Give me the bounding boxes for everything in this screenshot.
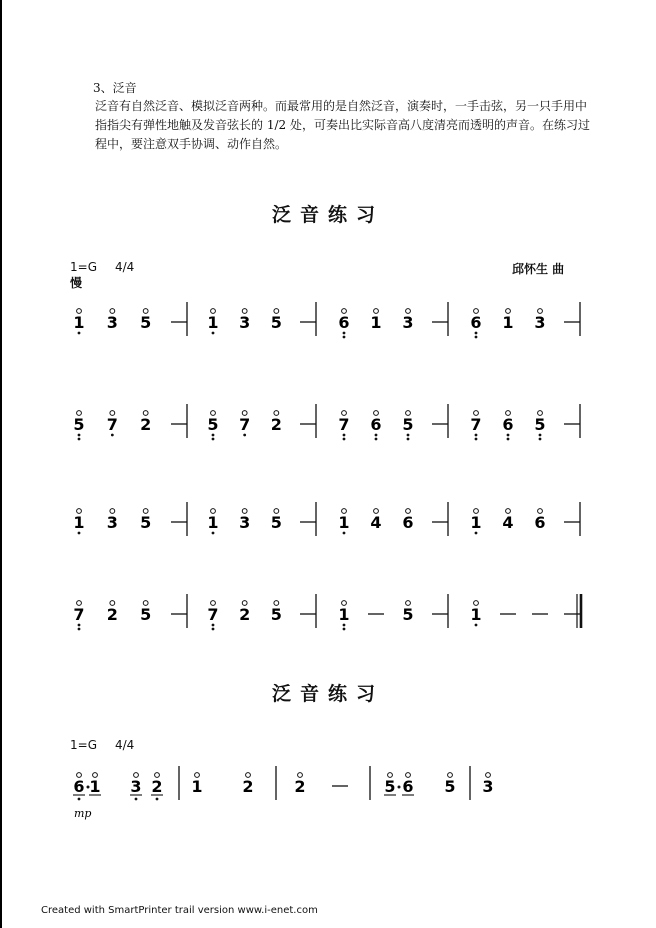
note-digit: 5: [140, 605, 152, 624]
note-digit: 6: [370, 415, 382, 434]
octave-dot-low: [212, 434, 215, 437]
octave-dot-low: [407, 434, 410, 437]
exercise-1-tempo: 慢: [70, 276, 83, 290]
note-digit: 3: [106, 313, 118, 332]
note-digit: 1: [73, 513, 85, 532]
paragraph-line-2: 指指尖有弹性地触及发音弦长的 1/2 处，可奏出比实际音高八度清亮而透明的声音。在练习过: [95, 118, 590, 132]
octave-dot-low: [156, 798, 159, 801]
note-digit: 3: [130, 777, 142, 796]
note-digit: 6: [338, 313, 350, 332]
exercise-1-score: [0, 290, 656, 650]
note-digit: 3: [239, 313, 251, 332]
note-digit: 6: [534, 513, 546, 532]
exercise-1-key: 1=G: [70, 260, 97, 274]
note-digit: 4: [502, 513, 514, 532]
exercise-2-key: 1=G: [70, 738, 97, 752]
note-digit: 2: [106, 605, 118, 624]
exercise-1-title: 泛音练习: [271, 204, 384, 226]
note-digit: 5: [140, 513, 152, 532]
octave-dot-low: [78, 532, 81, 535]
note-digit: 1: [502, 313, 514, 332]
section-paragraph: [93, 97, 593, 154]
octave-dot-lower: [78, 438, 81, 441]
octave-dot-lower: [212, 438, 215, 441]
octave-dot-low: [343, 332, 346, 335]
note-digit: 5: [402, 605, 414, 624]
octave-dot-low: [475, 624, 478, 627]
octave-dot-low: [343, 434, 346, 437]
octave-dot-low: [78, 434, 81, 437]
note-digit: 3: [482, 777, 494, 796]
octave-dot-lower: [539, 438, 542, 441]
octave-dot-lower: [407, 438, 410, 441]
octave-dot-low: [212, 624, 215, 627]
octave-dot-low: [343, 624, 346, 627]
note-digit: 7: [470, 415, 482, 434]
note-digit: 7: [338, 415, 350, 434]
exercise-2-notation: [73, 766, 494, 800]
note-digit: 1: [207, 513, 219, 532]
note-digit: 2: [242, 777, 254, 796]
note-digit: 4: [370, 513, 382, 532]
note-digit: 3: [239, 513, 251, 532]
octave-dot-lower: [78, 628, 81, 631]
octave-dot-low: [212, 332, 215, 335]
octave-dot-low: [78, 624, 81, 627]
note-digit: 5: [402, 415, 414, 434]
note-digit: 5: [140, 313, 152, 332]
note-digit: 2: [239, 605, 251, 624]
note-digit: 1: [470, 513, 482, 532]
augmentation-dot: [398, 786, 401, 789]
octave-dot-low: [507, 434, 510, 437]
octave-dot-lower: [343, 628, 346, 631]
note-digit: 6: [73, 777, 85, 796]
note-digit: 5: [207, 415, 219, 434]
exercise-2-meter: 4/4: [115, 738, 135, 752]
octave-dot-low: [212, 532, 215, 535]
note-digit: 5: [444, 777, 456, 796]
note-digit: 1: [73, 313, 85, 332]
dynamic-marking: mp: [74, 807, 92, 820]
paragraph-line-1: 泛音有自然泛音、模拟泛音两种。而最常用的是自然泛音，演奏时，一手击弦，另一只手用中: [95, 99, 588, 113]
octave-dot-lower: [475, 438, 478, 441]
note-digit: 2: [151, 777, 163, 796]
note-digit: 2: [140, 415, 152, 434]
note-digit: 7: [73, 605, 85, 624]
octave-dot-low: [135, 798, 138, 801]
octave-dot-lower: [212, 628, 215, 631]
section-heading: 3、泛音: [93, 81, 137, 95]
note-digit: 1: [338, 513, 350, 532]
note-digit: 3: [534, 313, 546, 332]
note-digit: 6: [470, 313, 482, 332]
exercise-2-title: 泛音练习: [271, 683, 384, 705]
note-digit: 7: [239, 415, 251, 434]
note-digit: 5: [384, 777, 396, 796]
octave-dot-low: [243, 434, 246, 437]
octave-dot-low: [375, 434, 378, 437]
note-digit: 6: [402, 777, 414, 796]
octave-dot-lower: [343, 438, 346, 441]
note-digit: 2: [294, 777, 306, 796]
octave-dot-low: [111, 434, 114, 437]
octave-dot-low: [475, 532, 478, 535]
octave-dot-lower: [475, 336, 478, 339]
note-digit: 3: [402, 313, 414, 332]
exercise-1-meter: 4/4: [115, 260, 135, 274]
note-digit: 7: [207, 605, 219, 624]
note-digit: 5: [534, 415, 546, 434]
note-digit: 1: [370, 313, 382, 332]
note-digit: 3: [106, 513, 118, 532]
note-digit: 1: [207, 313, 219, 332]
exercise-1-notation: [73, 302, 581, 630]
octave-dot-low: [343, 532, 346, 535]
note-digit: 5: [270, 605, 282, 624]
note-digit: 1: [338, 605, 350, 624]
footer-watermark: Created with SmartPrinter trail version www.i-enet.com: [41, 905, 318, 916]
note-digit: 5: [73, 415, 85, 434]
exercise-2-score: [0, 760, 656, 830]
paragraph-line-3: 程中，要注意双手协调、动作自然。: [95, 137, 288, 151]
note-digit: 5: [270, 513, 282, 532]
note-digit: 2: [270, 415, 282, 434]
note-digit: 6: [502, 415, 514, 434]
octave-dot-low: [475, 434, 478, 437]
octave-dot-low: [78, 798, 81, 801]
note-digit: 5: [270, 313, 282, 332]
note-digit: 6: [402, 513, 414, 532]
octave-dot-lower: [375, 438, 378, 441]
octave-dot-low: [539, 434, 542, 437]
octave-dot-low: [78, 332, 81, 335]
exercise-1-composer: 邱怀生 曲: [512, 262, 565, 276]
note-digit: 7: [106, 415, 118, 434]
note-digit: 1: [191, 777, 203, 796]
octave-dot-lower: [343, 336, 346, 339]
note-digit: 1: [470, 605, 482, 624]
octave-dot-lower: [507, 438, 510, 441]
octave-dot-low: [475, 332, 478, 335]
note-digit: 1: [89, 777, 101, 796]
